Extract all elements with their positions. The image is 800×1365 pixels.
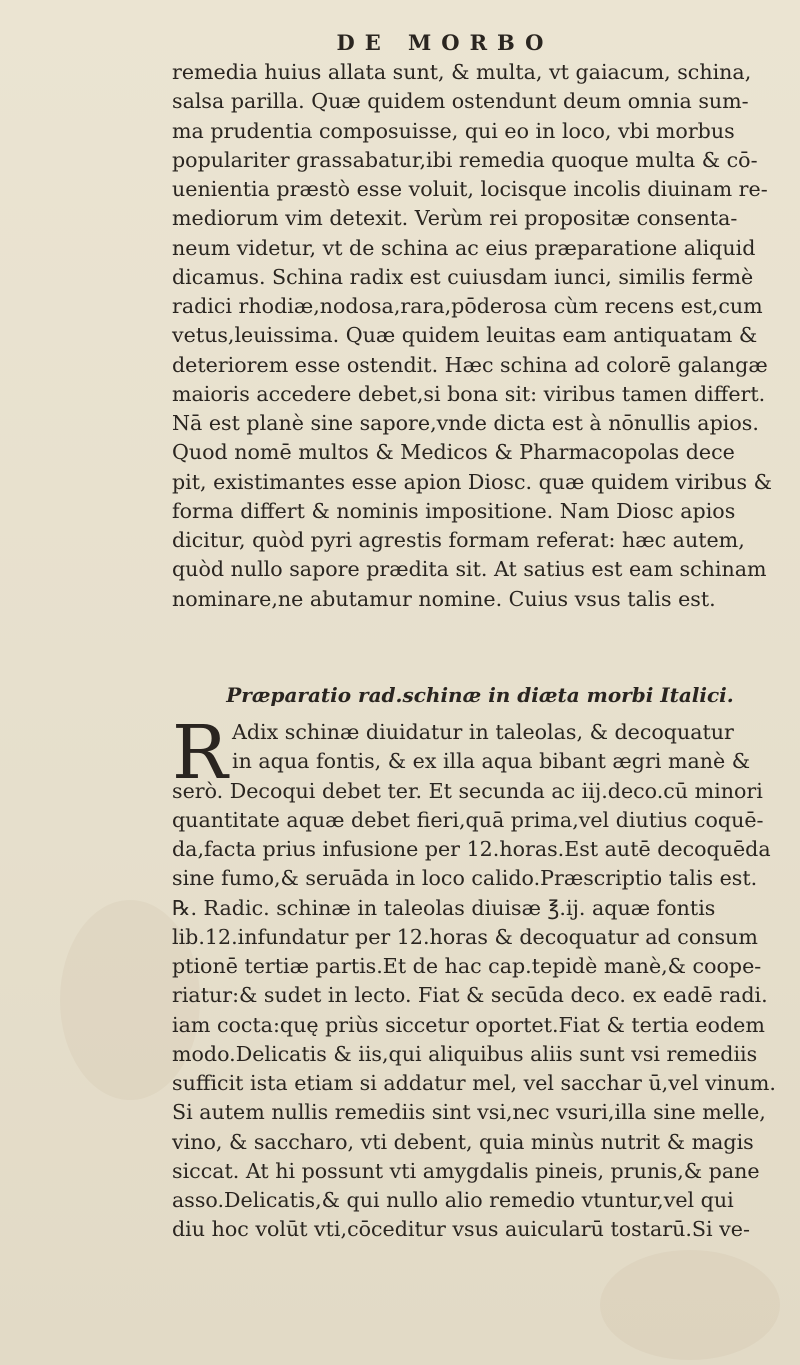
- text-line: dicitur, quòd pyri agrestis formam referat: hæc autem,: [172, 528, 745, 552]
- text-line: neum videtur, vt de schina ac eius præparatione aliquid: [172, 235, 756, 260]
- paper-stain: [600, 1250, 780, 1360]
- text-line: ptionē tertiæ partis.Et de hac cap.tepidè manè,& coope-: [172, 954, 762, 978]
- text-line: in aqua fontis, & ex illa aqua bibant ægri manè &: [232, 749, 751, 774]
- text-line: dicamus. Schina radix est cuiusdam iunci, similis fermè: [172, 264, 754, 289]
- drop-cap: R: [172, 710, 228, 796]
- text-line: iam cocta:quę priùs siccetur oportet.Fiat & tertia eodem: [172, 1012, 765, 1037]
- text-line: da,facta prius infusione per 12.horas.Est autē decoquēda: [172, 837, 771, 861]
- text-line: diu hoc volūt vti,cōceditur vsus auicularū tostarū.Si ve-: [172, 1217, 750, 1242]
- text-line: maioris accedere debet,si bona sit: viribus tamen differt.: [172, 381, 766, 406]
- running-head: DE MORBO: [336, 30, 554, 55]
- text-line: forma differt & nominis impositione. Nam Diosc apios: [172, 498, 736, 523]
- text-line: deteriorem esse ostendit. Hæc schina ad colorē galangæ: [172, 352, 768, 377]
- text-line: serò. Decoqui debet ter. Et secunda ac iij.deco.cū minori: [172, 778, 763, 803]
- text-line: nominare,ne abutamur nomine. Cuius vsus talis est.: [172, 586, 716, 611]
- text-line: populariter grassabatur,ibi remedia quoque multa & cō-: [172, 147, 758, 172]
- text-line: remedia huius allata sunt, & multa, vt gaiacum, schina,: [172, 60, 752, 84]
- text-line: sufficit ista etiam si addatur mel, vel sacchar ū,vel vinum.: [172, 1071, 776, 1095]
- text-line: uenientia præstò esse voluit, locisque incolis diuinam re-: [172, 177, 768, 201]
- text-line: siccat. At hi possunt vti amygdalis pineis, prunis,& pane: [172, 1158, 760, 1183]
- paragraph-1: [172, 58, 794, 614]
- paragraph-2: [172, 710, 794, 1245]
- text-line: asso.Delicatis,& qui nullo alio remedio vtuntur,vel qui: [172, 1188, 734, 1212]
- text-line: Quod nomē multos & Medicos & Pharmacopolas dece: [172, 440, 735, 465]
- text-line: sine fumo,& seruāda in loco calido.Præscriptio talis est.: [172, 866, 758, 891]
- text-line: vetus,leuissima. Quæ quidem leuitas eam antiquatam &: [172, 323, 758, 348]
- text-line: lib.12.infundatur per 12.horas & decoquatur ad consum: [172, 924, 758, 949]
- text-line: pit, existimantes esse apion Diosc. quæ quidem viribus &: [172, 469, 772, 494]
- text-line: quòd nullo sapore prædita sit. At satius est eam schinam: [172, 557, 767, 582]
- text-line: mediorum vim detexit. Verùm rei propositæ consenta-: [172, 206, 738, 231]
- text-line: ma prudentia composuisse, qui eo in loco, vbi morbus: [172, 118, 735, 143]
- section-heading: Præparatio rad.schinæ in diæta morbi Italici.: [226, 683, 734, 707]
- text-line: radici rhodiæ,nodosa,rara,pōderosa cùm recens est,cum: [172, 294, 763, 318]
- text-line: ℞. Radic. schinæ in taleolas diuisæ ℥.ij. aquæ fontis: [172, 895, 716, 920]
- text-line: Nā est planè sine sapore,vnde dicta est à nōnullis apios.: [172, 411, 759, 435]
- text-line: quantitate aquæ debet fieri,quā prima,vel diutius coquē-: [172, 807, 764, 832]
- text-line: salsa parilla. Quæ quidem ostendunt deum omnia sum-: [172, 89, 749, 114]
- text-line: riatur:& sudet in lecto. Fiat & secūda deco. ex eadē radi.: [172, 983, 768, 1008]
- text-line: vino, & saccharo, vti debent, quia minùs nutrit & magis: [172, 1129, 754, 1154]
- text-line: Adix schinæ diuidatur in taleolas, & decoquatur: [232, 720, 734, 744]
- text-line: modo.Delicatis & iis,qui aliquibus aliis sunt vsi remediis: [172, 1041, 758, 1066]
- text-line: Si autem nullis remediis sint vsi,nec vsuri,illa sine melle,: [172, 1100, 766, 1125]
